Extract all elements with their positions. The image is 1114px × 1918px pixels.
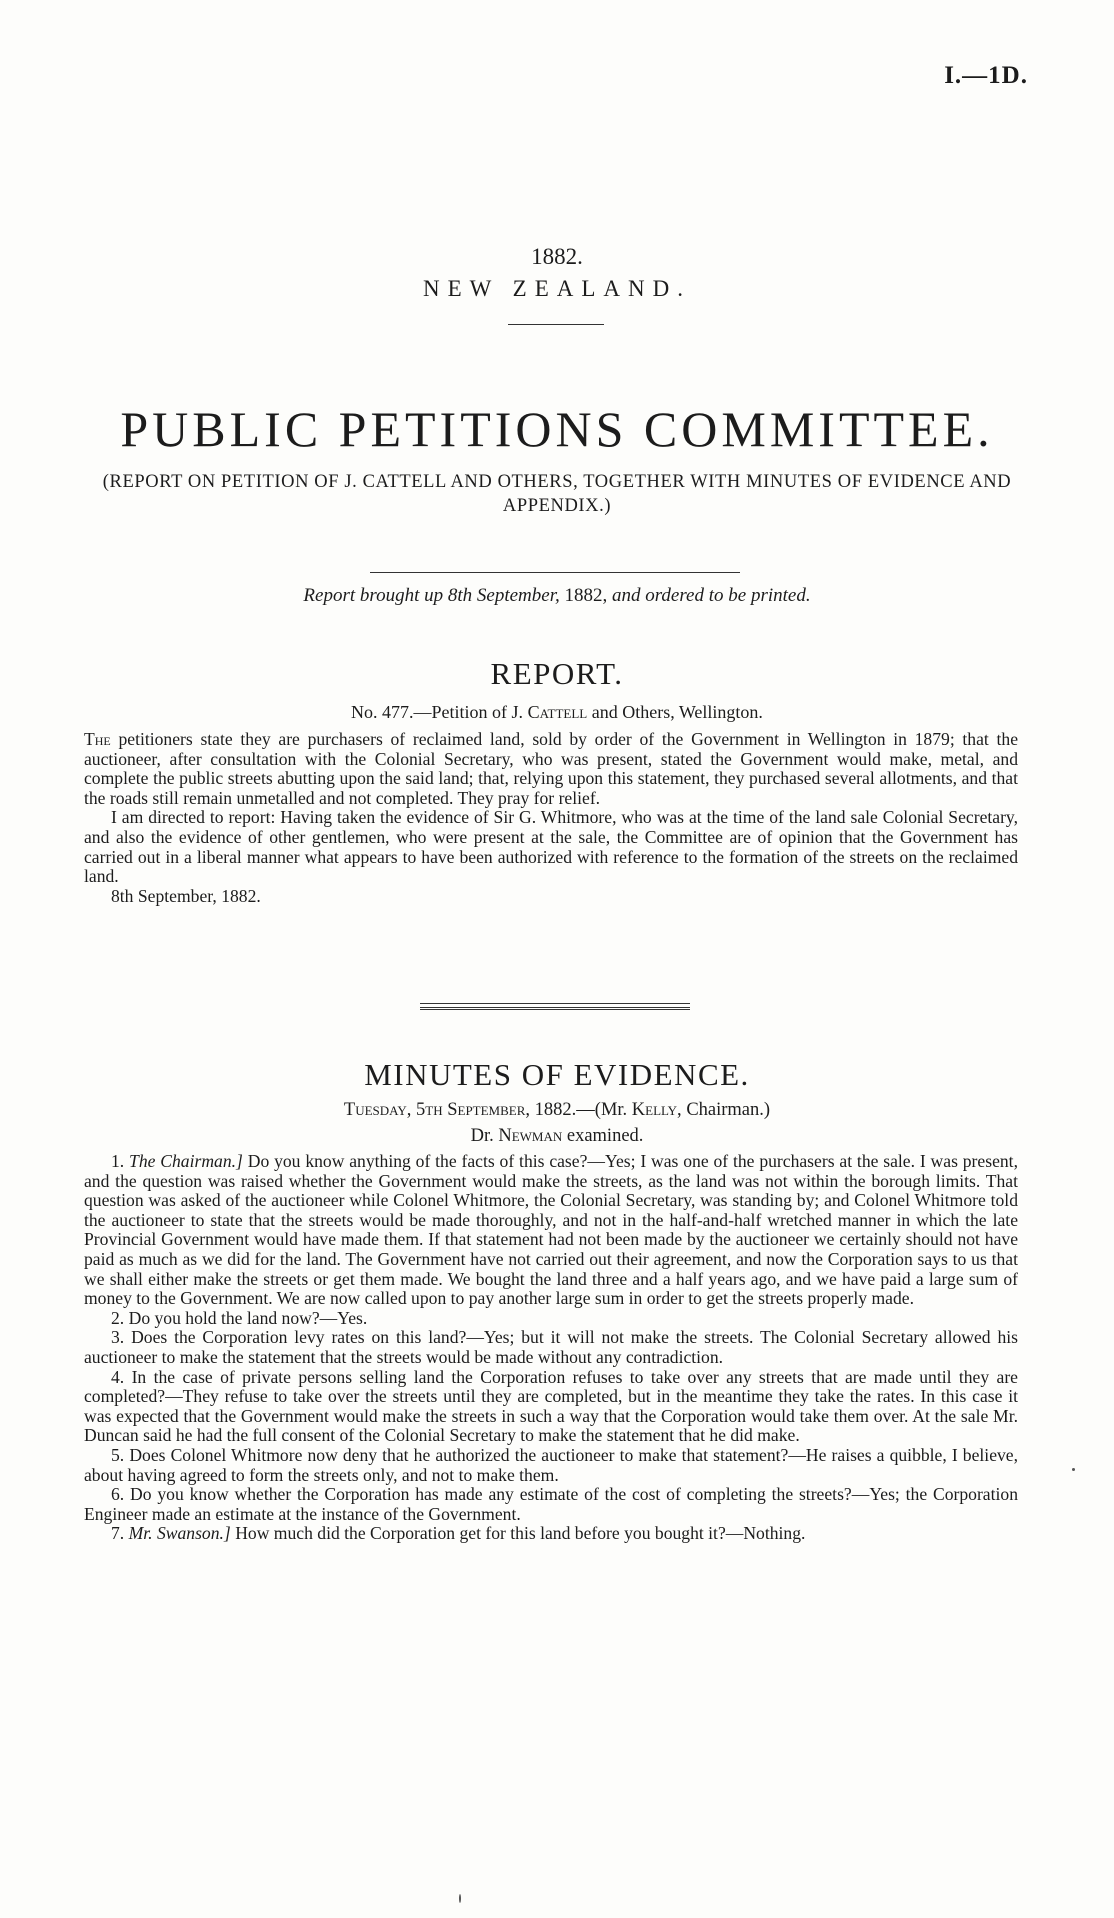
chairman-name: Kelly,	[631, 1100, 682, 1120]
paragraph-text: petitioners state they are purchasers of reclaimed land, sold by order of the Government in Wellington in 1879; that the auctioneer, after consultation with the Colonial Secretary, who was present, stated the Government would make, metal, and complete the public streets abutting upon the said land; that, relying upon this statement, they purchased several allotments, and that the roads still remain unmetalled and not completed. They pray for relief.	[84, 729, 1019, 808]
petition-line	[0, 702, 1114, 723]
evidence-question	[84, 1368, 1018, 1446]
brought-suffix: and ordered to be printed.	[611, 585, 811, 606]
brought-rule	[370, 572, 740, 573]
question-speaker: The Chairman.]	[129, 1151, 243, 1171]
question-number: 7.	[111, 1523, 125, 1544]
question-text: Do you know anything of the facts of this case?—Yes; I was one of the purchasers at the sale. I was present, and the question was raised whether the Government would make the streets, as the land was not within the borough limits. That question was asked of the auctioneer while Colonel Whitmore, the Colonial Secretary, was standing by; and Colonel Whitmore told the auctioneer to state that the streets would be made thoroughly, and not in the half-and-half wretched manner in which the late Provincial Government would have made them. If that statement had not been made by the auctioneer we certainly should not have paid as much as we did for the land. The Government have not carried out their agreement, and now the Corporation says to us that we shall either make the streets or get them made. We bought the land three and a half years ago, and we have paid a large sum of money to the Government. We are now called upon to pay another large sum in order to get the streets properly made.	[84, 1151, 1018, 1309]
sitting-date: 5th September,	[416, 1100, 531, 1120]
minutes-heading: MINUTES OF EVIDENCE.	[364, 1057, 750, 1092]
question-number: 2.	[111, 1307, 125, 1328]
report-body	[84, 730, 1018, 906]
evidence-question	[84, 1524, 1018, 1544]
document-title: PUBLIC PETITIONS COMMITTEE.	[120, 401, 994, 457]
section-divider-lower	[420, 1009, 690, 1010]
scan-mark	[459, 1894, 461, 1903]
evidence-question	[84, 1446, 1018, 1485]
witness-line	[0, 1126, 1114, 1147]
country: NEW ZEALAND.	[422, 276, 692, 301]
brought-year: 1882,	[564, 585, 608, 606]
question-number: 5.	[111, 1444, 125, 1465]
petition-text-2: and Others, Wellington.	[591, 702, 763, 722]
brought-up-line	[0, 585, 1114, 607]
sitting-day: Tuesday,	[343, 1100, 412, 1120]
report-date: 8th September, 1882.	[111, 885, 261, 906]
petition-number: No. 477.	[351, 702, 414, 722]
brought-date: 8th September,	[447, 585, 560, 606]
masthead-rule	[508, 324, 604, 325]
witness-prefix: Dr.	[470, 1126, 494, 1146]
question-number: 6.	[111, 1484, 125, 1505]
question-text: How much did the Corporation get for this land before you bought it?—Nothing.	[235, 1523, 806, 1544]
report-paragraph	[84, 730, 1018, 808]
evidence-question	[84, 1328, 1018, 1367]
year: 1882.	[531, 244, 583, 269]
evidence-question	[84, 1485, 1018, 1524]
question-text: Does Colonel Whitmore now deny that he authorized the auctioneer to make that statement?—He raises a quibble, I believe, about having agreed to form the streets only, and not to make them.	[84, 1444, 1019, 1485]
question-text: Does the Corporation levy rates on this land?—Yes; but it will not make the streets. The Colonial Secretary allowed his auctioneer to make the statement that the streets would be made without any contradiction.	[84, 1327, 1018, 1367]
question-text: Do you hold the land now?—Yes.	[128, 1307, 368, 1328]
question-number: 4.	[111, 1366, 125, 1387]
paragraph-lead: The	[84, 729, 111, 749]
question-text: In the case of private persons selling land the Corporation refuses to take over any streets that are made until they are completed?—They refuse to take over the streets until they are completed, but in the meantime they take the rates. In this case it was expected that the Government would make the streets in such a way that the Corporation would take them over. At the sale Mr. Duncan said he had the full consent of the Colonial Secretary to make the statement that he did make.	[84, 1366, 1018, 1446]
evidence-question	[84, 1152, 1018, 1309]
brought-prefix: Report brought up	[303, 585, 444, 606]
witness-suffix: examined.	[566, 1126, 644, 1146]
document-subtitle: (REPORT ON PETITION OF J. CATTELL AND OTHERS, TOGETHER WITH MINUTES OF EVIDENCE AND APPENDIX.)	[102, 472, 1012, 516]
question-number: 3.	[111, 1327, 125, 1348]
page-identifier: I.—1D.	[944, 62, 1028, 89]
evidence-body	[84, 1152, 1018, 1544]
question-number: 1.	[111, 1151, 125, 1171]
chairman-role: Chairman.)	[686, 1100, 771, 1120]
petition-text: —Petition of J.	[413, 702, 524, 722]
section-divider	[420, 1003, 690, 1008]
report-paragraph: I am directed to report: Having taken the evidence of Sir G. Whitmore, who was at the time of the land sale Colonial Secretary, and also the evidence of other gentlemen, who were present at the sale, the Committee are of opinion that the Government has carried out in a liberal manner what appears to have been authorized with reference to the formation of the streets on the reclaimed land.	[84, 807, 1018, 887]
question-speaker: Mr. Swanson.]	[128, 1523, 231, 1544]
evidence-question	[84, 1309, 1018, 1329]
witness-name: Newman	[498, 1126, 563, 1146]
report-heading: REPORT.	[490, 656, 624, 691]
scan-mark	[1072, 1468, 1075, 1471]
petitioner-name: Cattell	[527, 702, 588, 722]
sitting-year: 1882.—(Mr.	[534, 1100, 628, 1120]
sitting-line	[0, 1100, 1114, 1121]
question-text: Do you know whether the Corporation has made any estimate of the cost of completing the streets?—Yes; the Corporation Engineer made an estimate at the instance of the Government.	[84, 1484, 1018, 1524]
